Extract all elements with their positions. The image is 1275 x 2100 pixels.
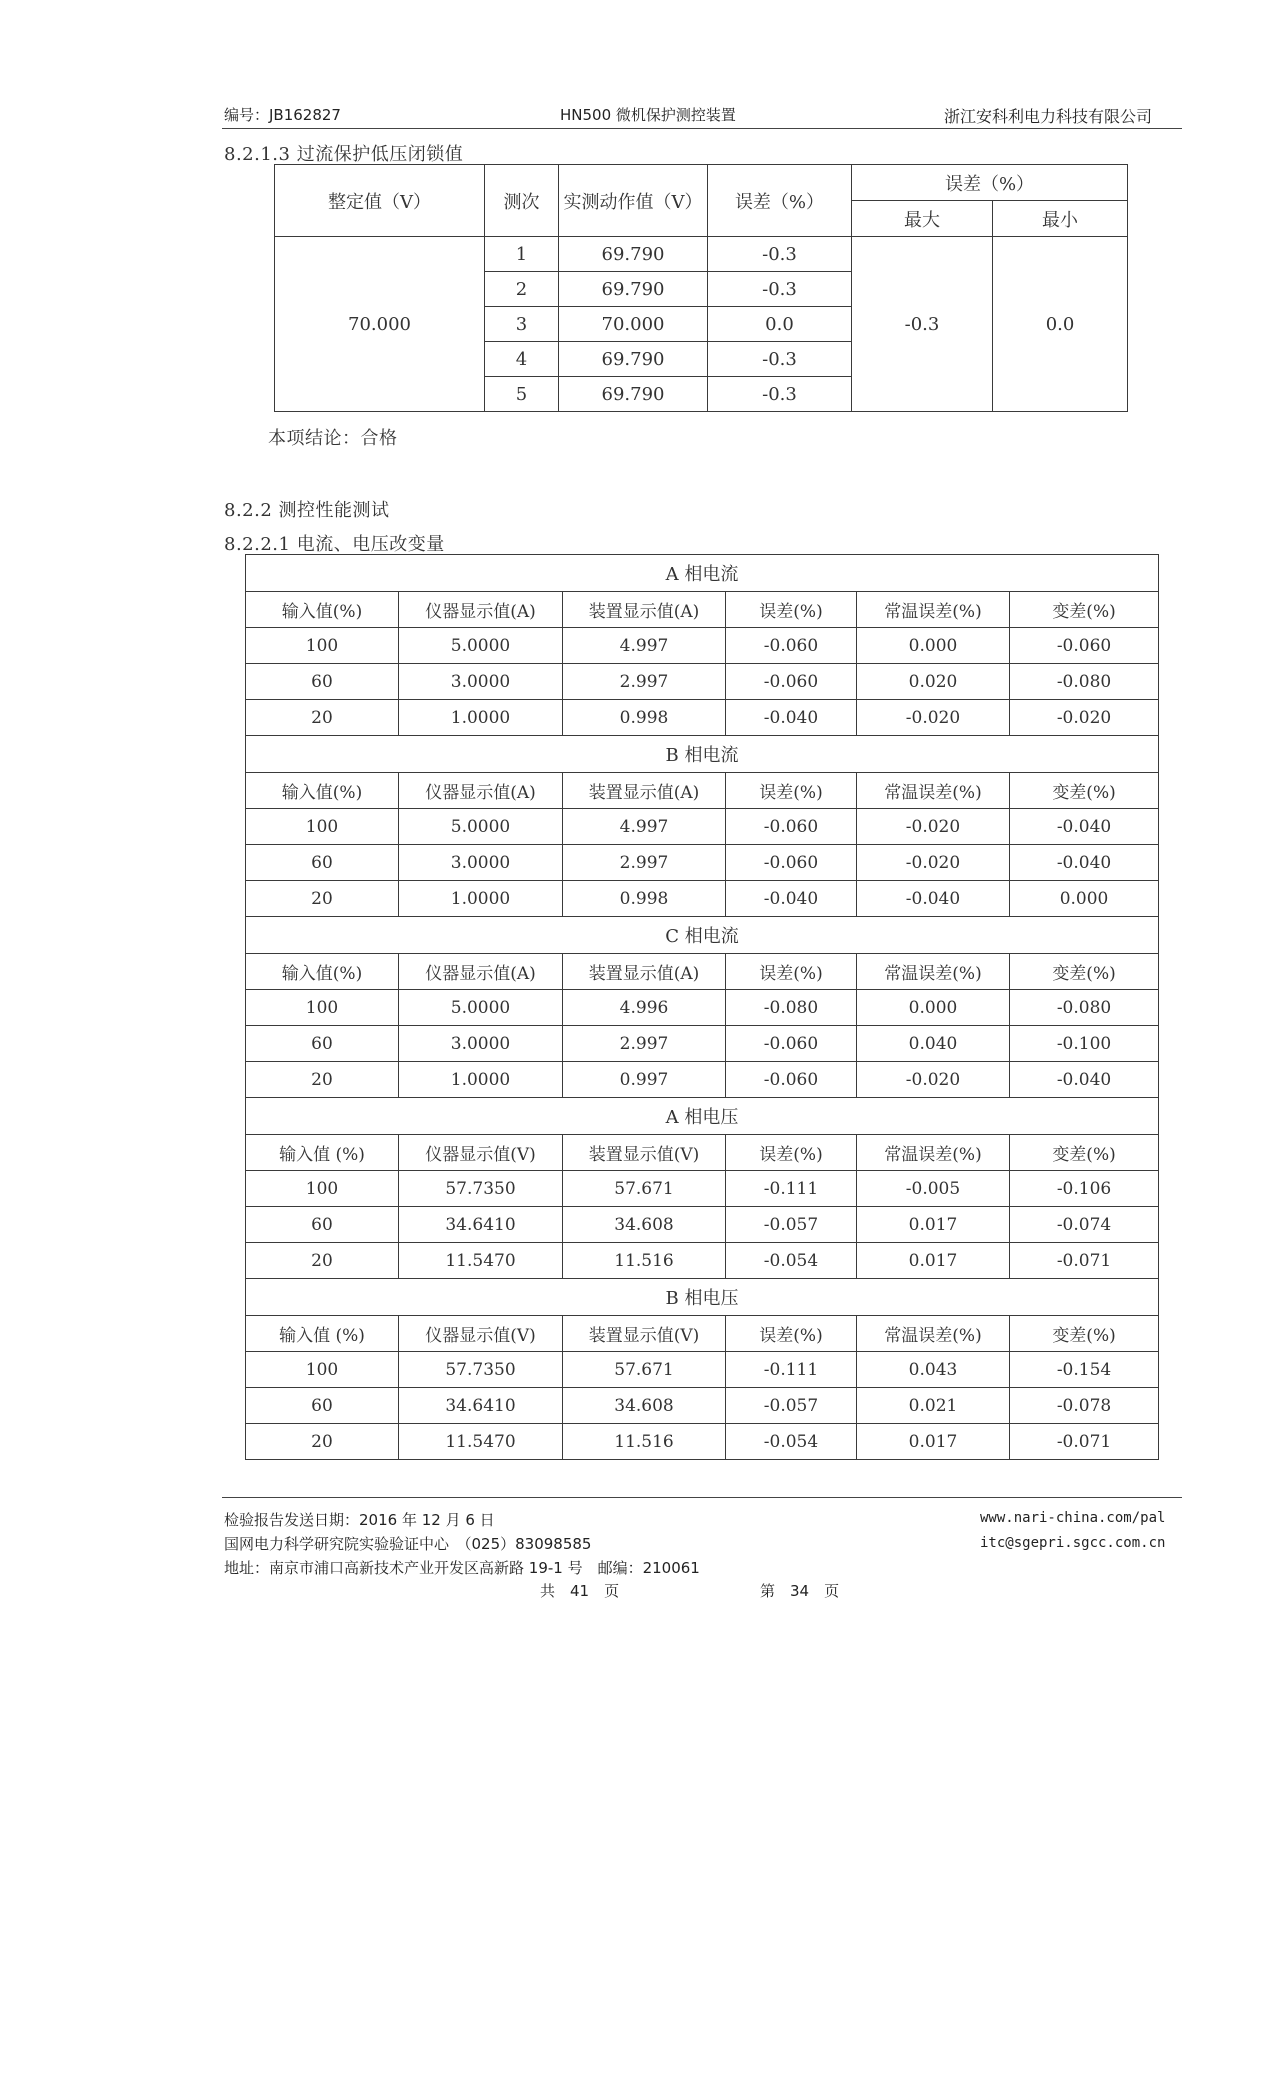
times-cell: 5 [485,377,559,412]
input-cell: 100 [246,809,399,845]
device-cell: 11.516 [563,1243,726,1279]
section-title-822: 8.2.2 测控性能测试 [224,500,390,521]
instrument-cell: 3.0000 [399,1026,563,1062]
input-cell: 60 [246,1026,399,1062]
instrument-cell: 5.0000 [399,990,563,1026]
device-cell: 0.998 [563,700,726,736]
group-header-row [246,1135,1159,1171]
table-row [246,1243,1159,1279]
group-title: A 相电压 [246,1098,1159,1135]
input-cell: 20 [246,1424,399,1460]
variation-cell: 0.000 [1010,881,1159,917]
device-cell: 34.608 [563,1388,726,1424]
normal-temp-error-cell: 0.000 [857,990,1010,1026]
address: 地址：南京市浦口高新技术产业开发区高新路 19-1 号 邮编：210061 [224,1559,700,1577]
variation-cell: -0.100 [1010,1026,1159,1062]
input-cell: 100 [246,1171,399,1207]
device-cell: 11.516 [563,1424,726,1460]
email-address: itc@sgepri.sgcc.com.cn [980,1535,1166,1551]
variation-cell: -0.040 [1010,1062,1159,1098]
low-voltage-lock-table [274,164,1128,412]
table-row [246,1352,1159,1388]
section-title-8221: 8.2.2.1 电流、电压改变量 [224,534,445,555]
header-variation: 变差(%) [1010,1135,1159,1171]
table-row [246,700,1159,736]
error-cell: -0.060 [726,845,857,881]
group-title: A 相电流 [246,555,1159,592]
group-header-row [246,1316,1159,1352]
table-row [246,809,1159,845]
table-row [246,881,1159,917]
input-cell: 60 [246,1207,399,1243]
group-title: B 相电流 [246,736,1159,773]
min-error-value: 0.0 [993,237,1128,412]
company-name: 浙江安科利电力科技有限公司 [944,107,1153,126]
header-times: 测次 [485,165,559,237]
table-row [246,1026,1159,1062]
header-instrument: 仪器显示值(V) [399,1316,563,1352]
input-cell: 20 [246,700,399,736]
device-cell: 4.997 [563,628,726,664]
header-error: 误差（%） [708,165,852,237]
normal-temp-error-cell: 0.020 [857,664,1010,700]
device-cell: 2.997 [563,1026,726,1062]
variation-cell: -0.071 [1010,1243,1159,1279]
instrument-cell: 1.0000 [399,700,563,736]
error-cell: -0.111 [726,1352,857,1388]
normal-temp-error-cell: 0.017 [857,1207,1010,1243]
device-cell: 34.608 [563,1207,726,1243]
send-date: 检验报告发送日期：2016 年 12 月 6 日 [224,1511,495,1529]
table-row [246,1171,1159,1207]
variation-cell: -0.078 [1010,1388,1159,1424]
report-number: 编号：JB162827 [224,106,341,124]
header-variation: 变差(%) [1010,592,1159,628]
header-normal-temp-error: 常温误差(%) [857,592,1010,628]
error-cell: 0.0 [708,307,852,342]
normal-temp-error-cell: -0.020 [857,809,1010,845]
device-cell: 4.996 [563,990,726,1026]
variation-cell: -0.071 [1010,1424,1159,1460]
website-link: www.nari-china.com/pal [980,1510,1166,1526]
instrument-cell: 1.0000 [399,1062,563,1098]
header-error: 误差(%) [726,954,857,990]
error-cell: -0.111 [726,1171,857,1207]
instrument-cell: 11.5470 [399,1243,563,1279]
error-cell: -0.040 [726,700,857,736]
group-header-row [246,592,1159,628]
normal-temp-error-cell: -0.040 [857,881,1010,917]
instrument-cell: 34.6410 [399,1388,563,1424]
header-variation: 变差(%) [1010,1316,1159,1352]
header-min: 最小 [993,201,1128,237]
variation-cell: -0.080 [1010,990,1159,1026]
error-cell: -0.060 [726,664,857,700]
setting-value: 70.000 [275,237,485,412]
header-input: 输入值 (%) [246,1316,399,1352]
header-instrument: 仪器显示值(V) [399,1135,563,1171]
error-cell: -0.057 [726,1207,857,1243]
header-error: 误差(%) [726,1316,857,1352]
header-input: 输入值(%) [246,773,399,809]
device-name: HN500 微机保护测控装置 [560,106,736,124]
normal-temp-error-cell: 0.021 [857,1388,1010,1424]
footer-rule [222,1497,1182,1498]
normal-temp-error-cell: -0.020 [857,845,1010,881]
header-normal-temp-error: 常温误差(%) [857,1135,1010,1171]
instrument-cell: 57.7350 [399,1352,563,1388]
section-title-8213: 8.2.1.3 过流保护低压闭锁值 [224,144,464,165]
header-input: 输入值(%) [246,592,399,628]
input-cell: 20 [246,1062,399,1098]
group-title-row [246,917,1159,954]
error-cell: -0.054 [726,1424,857,1460]
variation-cell: -0.106 [1010,1171,1159,1207]
input-cell: 60 [246,1388,399,1424]
error-cell: -0.060 [726,1026,857,1062]
measured-cell: 69.790 [559,237,708,272]
input-cell: 20 [246,881,399,917]
device-cell: 4.997 [563,809,726,845]
normal-temp-error-cell: -0.020 [857,700,1010,736]
header-rule [222,128,1182,129]
header-device: 装置显示值(A) [563,954,726,990]
header-instrument: 仪器显示值(A) [399,954,563,990]
times-cell: 1 [485,237,559,272]
group-title: C 相电流 [246,917,1159,954]
error-cell: -0.054 [726,1243,857,1279]
table-row [246,990,1159,1026]
normal-temp-error-cell: -0.020 [857,1062,1010,1098]
group-title-row [246,1098,1159,1135]
variation-cell: -0.060 [1010,628,1159,664]
table-row [246,1424,1159,1460]
instrument-cell: 34.6410 [399,1207,563,1243]
instrument-cell: 57.7350 [399,1171,563,1207]
device-cell: 57.671 [563,1171,726,1207]
table-row [246,1062,1159,1098]
header-input: 输入值(%) [246,954,399,990]
error-cell: -0.060 [726,1062,857,1098]
error-cell: -0.3 [708,342,852,377]
variation-cell: -0.074 [1010,1207,1159,1243]
input-cell: 100 [246,628,399,664]
variation-cell: -0.040 [1010,809,1159,845]
group-title: B 相电压 [246,1279,1159,1316]
group-title-row [246,1279,1159,1316]
input-cell: 20 [246,1243,399,1279]
normal-temp-error-cell: -0.005 [857,1171,1010,1207]
times-cell: 4 [485,342,559,377]
header-instrument: 仪器显示值(A) [399,592,563,628]
page-number: 第 34 页 [760,1582,840,1600]
table-row [246,1207,1159,1243]
header-error: 误差(%) [726,592,857,628]
header-error: 误差(%) [726,773,857,809]
device-cell: 0.997 [563,1062,726,1098]
input-cell: 100 [246,990,399,1026]
instrument-cell: 1.0000 [399,881,563,917]
input-cell: 100 [246,1352,399,1388]
normal-temp-error-cell: 0.017 [857,1424,1010,1460]
header-error: 误差(%) [726,1135,857,1171]
error-cell: -0.057 [726,1388,857,1424]
conclusion: 本项结论：合格 [268,428,398,449]
header-input: 输入值 (%) [246,1135,399,1171]
total-pages: 共 41 页 [540,1582,620,1600]
header-normal-temp-error: 常温误差(%) [857,954,1010,990]
header-variation: 变差(%) [1010,954,1159,990]
header-instrument: 仪器显示值(A) [399,773,563,809]
measured-cell: 69.790 [559,272,708,307]
error-cell: -0.040 [726,881,857,917]
normal-temp-error-cell: 0.000 [857,628,1010,664]
header-setting: 整定值（V） [275,165,485,237]
input-cell: 60 [246,664,399,700]
times-cell: 2 [485,272,559,307]
measured-cell: 69.790 [559,377,708,412]
table-row [246,845,1159,881]
header-normal-temp-error: 常温误差(%) [857,1316,1010,1352]
variation-cell: -0.020 [1010,700,1159,736]
instrument-cell: 3.0000 [399,845,563,881]
header-measured: 实测动作值（V） [559,165,708,237]
device-cell: 2.997 [563,664,726,700]
error-cell: -0.3 [708,237,852,272]
variation-cell: -0.040 [1010,845,1159,881]
error-cell: -0.3 [708,272,852,307]
group-title-row [246,736,1159,773]
error-cell: -0.3 [708,377,852,412]
normal-temp-error-cell: 0.040 [857,1026,1010,1062]
table-row [246,1388,1159,1424]
instrument-cell: 3.0000 [399,664,563,700]
measured-cell: 69.790 [559,342,708,377]
device-cell: 2.997 [563,845,726,881]
header-max: 最大 [852,201,993,237]
variation-cell: -0.154 [1010,1352,1159,1388]
test-center: 国网电力科学研究院实验验证中心 （025）83098585 [224,1535,592,1553]
group-header-row [246,773,1159,809]
header-variation: 变差(%) [1010,773,1159,809]
times-cell: 3 [485,307,559,342]
normal-temp-error-cell: 0.017 [857,1243,1010,1279]
header-device: 装置显示值(V) [563,1135,726,1171]
input-cell: 60 [246,845,399,881]
normal-temp-error-cell: 0.043 [857,1352,1010,1388]
header-error-group: 误差（%） [852,165,1128,201]
group-title-row [246,555,1159,592]
table-row [246,628,1159,664]
group-header-row [246,954,1159,990]
error-cell: -0.080 [726,990,857,1026]
header-device: 装置显示值(V) [563,1316,726,1352]
variation-cell: -0.080 [1010,664,1159,700]
header-device: 装置显示值(A) [563,592,726,628]
table-row [275,237,1128,272]
header-device: 装置显示值(A) [563,773,726,809]
header-normal-temp-error: 常温误差(%) [857,773,1010,809]
instrument-cell: 5.0000 [399,628,563,664]
instrument-cell: 5.0000 [399,809,563,845]
error-cell: -0.060 [726,809,857,845]
table-row [246,664,1159,700]
instrument-cell: 11.5470 [399,1424,563,1460]
current-voltage-table [245,554,1159,1460]
max-error-value: -0.3 [852,237,993,412]
error-cell: -0.060 [726,628,857,664]
measured-cell: 70.000 [559,307,708,342]
device-cell: 0.998 [563,881,726,917]
device-cell: 57.671 [563,1352,726,1388]
